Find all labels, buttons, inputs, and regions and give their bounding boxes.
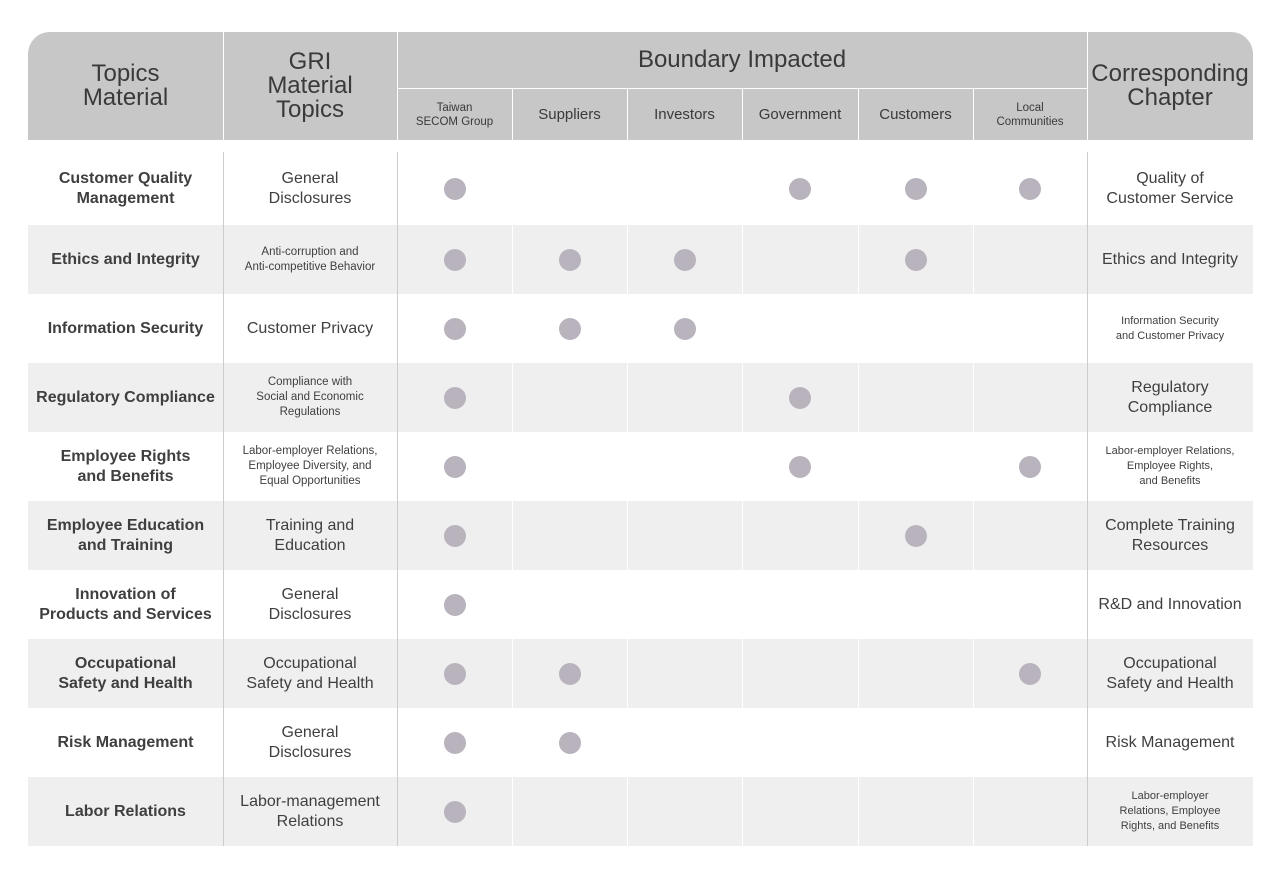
boundary-cell bbox=[627, 432, 742, 501]
boundary-dot-icon bbox=[444, 732, 466, 754]
table-row bbox=[28, 225, 1253, 294]
boundary-cell bbox=[627, 363, 742, 432]
boundary-cell bbox=[858, 432, 973, 501]
boundary-cell bbox=[742, 639, 858, 708]
boundary-cell bbox=[397, 432, 512, 501]
boundary-cell bbox=[512, 294, 627, 363]
topic-cell: Innovation of Products and Services bbox=[39, 585, 212, 623]
chapter-cell: Ethics and Integrity bbox=[1101, 250, 1239, 268]
boundary-cell bbox=[858, 363, 973, 432]
boundary-cell bbox=[858, 708, 973, 777]
topic-cell: Ethics and Integrity bbox=[51, 250, 200, 268]
gri-topic-cell: Training and Education bbox=[265, 516, 355, 554]
chapter-cell: Risk Management bbox=[1105, 733, 1235, 751]
boundary-cell bbox=[742, 708, 858, 777]
boundary-cell bbox=[973, 777, 1087, 846]
boundary-dot-icon bbox=[1019, 663, 1041, 685]
boundary-dot-icon bbox=[1019, 178, 1041, 200]
boundary-cell bbox=[512, 363, 627, 432]
chapter-cell: Labor-employer Relations, Employee Rights, and Benefits bbox=[1119, 790, 1221, 832]
boundary-dot-icon bbox=[444, 387, 466, 409]
gri-topic-cell: Anti-corruption and Anti-competitive Behavior bbox=[244, 245, 376, 273]
boundary-cell bbox=[397, 777, 512, 846]
boundary-dot-icon bbox=[674, 249, 696, 271]
topic-cell: Risk Management bbox=[57, 733, 194, 751]
boundary-cell bbox=[627, 639, 742, 708]
gri-topic-cell: Labor-management Relations bbox=[240, 792, 380, 830]
topic-cell: Labor Relations bbox=[65, 802, 186, 820]
header-boundary-col-4: Customers bbox=[879, 106, 952, 123]
header-boundary-col-3: Government bbox=[758, 106, 842, 123]
boundary-cell bbox=[973, 363, 1087, 432]
boundary-cell bbox=[742, 501, 858, 570]
table-row bbox=[28, 432, 1253, 501]
boundary-cell bbox=[742, 225, 858, 294]
chapter-cell: Regulatory Compliance bbox=[1127, 378, 1213, 416]
table-row bbox=[28, 152, 1253, 225]
header-boundary-col-2: Investors bbox=[654, 106, 715, 123]
boundary-cell bbox=[973, 294, 1087, 363]
boundary-cell bbox=[512, 501, 627, 570]
boundary-dot-icon bbox=[789, 387, 811, 409]
boundary-dot-icon bbox=[905, 525, 927, 547]
boundary-cell bbox=[397, 294, 512, 363]
boundary-cell bbox=[973, 570, 1087, 639]
table-row bbox=[28, 570, 1253, 639]
chapter-cell: Complete Training Resources bbox=[1105, 516, 1235, 554]
boundary-cell bbox=[973, 639, 1087, 708]
boundary-dot-icon bbox=[559, 663, 581, 685]
boundary-cell bbox=[858, 639, 973, 708]
boundary-cell bbox=[742, 777, 858, 846]
boundary-cell bbox=[742, 570, 858, 639]
boundary-cell bbox=[858, 501, 973, 570]
chapter-cell: Occupational Safety and Health bbox=[1106, 654, 1234, 692]
header-topics-material: Topics Material bbox=[82, 60, 169, 111]
boundary-cell bbox=[627, 570, 742, 639]
boundary-cell bbox=[973, 152, 1087, 225]
boundary-cell bbox=[512, 708, 627, 777]
chapter-cell: Labor-employer Relations, Employee Rights, and Benefits bbox=[1105, 445, 1235, 487]
chapter-cell: Quality of Customer Service bbox=[1106, 169, 1234, 207]
boundary-dot-icon bbox=[559, 249, 581, 271]
boundary-dot-icon bbox=[559, 732, 581, 754]
gri-topic-cell: Customer Privacy bbox=[246, 319, 374, 337]
boundary-cell bbox=[512, 639, 627, 708]
boundary-cell bbox=[858, 294, 973, 363]
boundary-dot-icon bbox=[905, 178, 927, 200]
boundary-cell bbox=[512, 432, 627, 501]
gri-topic-cell: Compliance with Social and Economic Regulations bbox=[256, 376, 364, 418]
boundary-cell bbox=[742, 152, 858, 225]
topic-cell: Employee Education and Training bbox=[46, 516, 205, 554]
header-boundary-col-1: Suppliers bbox=[538, 106, 601, 123]
boundary-cell bbox=[742, 363, 858, 432]
boundary-dot-icon bbox=[1019, 456, 1041, 478]
table-row bbox=[28, 639, 1253, 708]
boundary-dot-icon bbox=[444, 594, 466, 616]
table-row bbox=[28, 777, 1253, 846]
table-row bbox=[28, 501, 1253, 570]
boundary-cell bbox=[627, 152, 742, 225]
gri-topic-cell: Occupational Safety and Health bbox=[246, 654, 374, 692]
boundary-cell bbox=[973, 432, 1087, 501]
boundary-cell bbox=[858, 152, 973, 225]
boundary-cell bbox=[512, 152, 627, 225]
boundary-dot-icon bbox=[789, 456, 811, 478]
gri-topic-cell: Labor-employer Relations, Employee Diversity, and Equal Opportunities bbox=[242, 445, 378, 487]
boundary-cell bbox=[858, 225, 973, 294]
header-boundary-col-5: Local Communities bbox=[996, 101, 1064, 128]
boundary-cell bbox=[397, 639, 512, 708]
boundary-cell bbox=[627, 708, 742, 777]
topic-cell: Occupational Safety and Health bbox=[58, 654, 193, 692]
boundary-dot-icon bbox=[444, 801, 466, 823]
header-corresponding-chapter: Corresponding Chapter bbox=[1091, 60, 1249, 111]
boundary-cell bbox=[742, 294, 858, 363]
boundary-dot-icon bbox=[444, 318, 466, 340]
boundary-cell bbox=[512, 225, 627, 294]
table-row bbox=[28, 294, 1253, 363]
boundary-cell bbox=[397, 708, 512, 777]
boundary-dot-icon bbox=[444, 525, 466, 547]
boundary-cell bbox=[397, 225, 512, 294]
boundary-dot-icon bbox=[789, 178, 811, 200]
topic-cell: Regulatory Compliance bbox=[36, 388, 215, 406]
boundary-dot-icon bbox=[444, 249, 466, 271]
boundary-cell bbox=[397, 152, 512, 225]
table-row bbox=[28, 708, 1253, 777]
boundary-dot-icon bbox=[444, 178, 466, 200]
boundary-cell bbox=[397, 570, 512, 639]
boundary-cell bbox=[627, 777, 742, 846]
gri-topic-cell: General Disclosures bbox=[268, 585, 352, 623]
chapter-cell: R&D and Innovation bbox=[1098, 595, 1242, 613]
gri-topic-cell: General Disclosures bbox=[268, 723, 352, 761]
table-header bbox=[28, 32, 1253, 140]
boundary-cell bbox=[858, 777, 973, 846]
boundary-cell bbox=[627, 501, 742, 570]
boundary-cell bbox=[973, 501, 1087, 570]
boundary-cell bbox=[397, 501, 512, 570]
gri-topic-cell: General Disclosures bbox=[268, 169, 352, 207]
header-boundary-impacted: Boundary Impacted bbox=[637, 46, 847, 73]
boundary-cell bbox=[858, 570, 973, 639]
boundary-cell bbox=[973, 708, 1087, 777]
boundary-cell bbox=[627, 294, 742, 363]
boundary-dot-icon bbox=[674, 318, 696, 340]
topic-cell: Customer Quality Management bbox=[58, 169, 193, 207]
boundary-cell bbox=[973, 225, 1087, 294]
boundary-cell bbox=[512, 570, 627, 639]
topic-cell: Employee Rights and Benefits bbox=[60, 447, 191, 485]
topic-cell: Information Security bbox=[47, 319, 204, 337]
header-boundary-col-0: Taiwan SECOM Group bbox=[415, 101, 494, 128]
boundary-dot-icon bbox=[905, 249, 927, 271]
boundary-cell bbox=[742, 432, 858, 501]
boundary-cell bbox=[512, 777, 627, 846]
boundary-dot-icon bbox=[444, 663, 466, 685]
boundary-cell bbox=[627, 225, 742, 294]
table-row bbox=[28, 363, 1253, 432]
header-gri-material-topics: GRI Material Topics bbox=[267, 48, 353, 123]
chapter-cell: Information Security and Customer Privacy bbox=[1115, 314, 1225, 342]
boundary-dot-icon bbox=[444, 456, 466, 478]
boundary-cell bbox=[397, 363, 512, 432]
boundary-dot-icon bbox=[559, 318, 581, 340]
